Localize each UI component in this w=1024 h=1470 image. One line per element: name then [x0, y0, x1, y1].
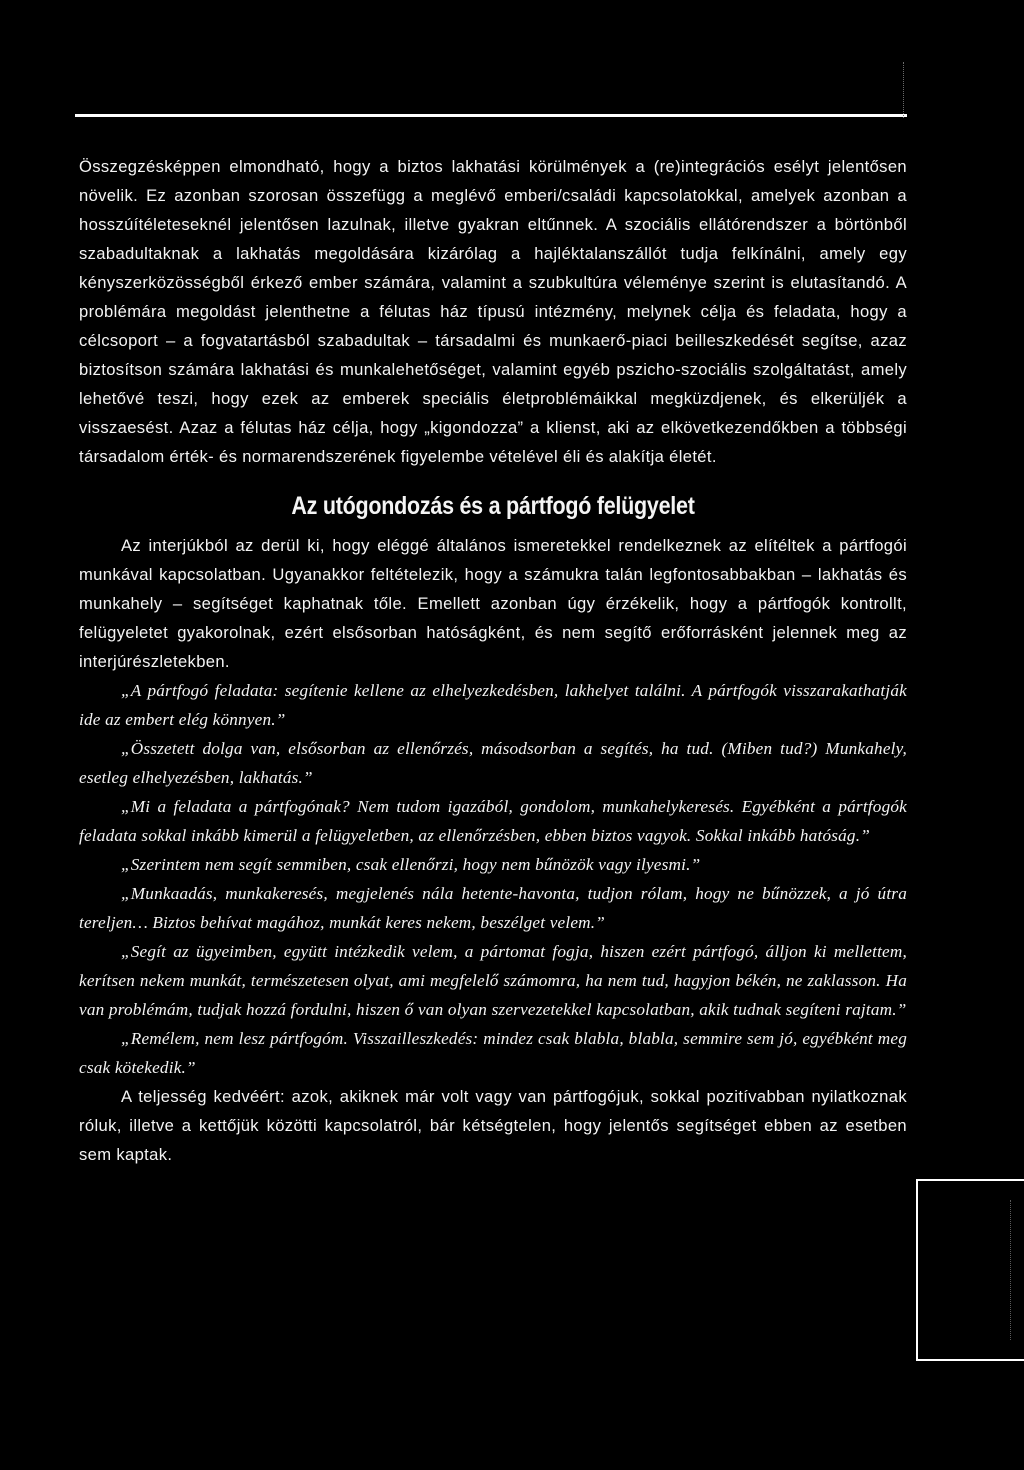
interview-quote: „Mi a feladata a pártfogónak? Nem tudom igazából, gondolom, munkahelykeresés. Egyébként a pártfogók feladata sokkal inkább kimerül a felügyeletben, az ellenőrzésben, ebben biztos vagyok. Sokkal inkább hatóság.”: [79, 797, 907, 845]
interview-quote: „Szerintem nem segít semmiben, csak ellenőrzi, hogy nem bűnözök vagy ilyesmi.”: [121, 855, 701, 874]
interview-quote: „Segít az ügyeimben, együtt intézkedik velem, a pártomat fogja, hiszen ezért pártfogó, álljon ki mellettem, kerítsen nekem munkát, természetesen olyat, ami megfelelő számomra, ha nem tud, hagyjon békén, ne zaklasson. Ha van problémám, tudjak hozzá fordulni, hiszen ő van olyan szervezetekkel kapcsolatban, akik tudnak segíteni rajtam.”: [79, 942, 907, 1019]
body-paragraph: Összegzésképpen elmondható, hogy a biztos lakhatási körülmények a (re)integrációs esélyt jelentősen növelik. Ez azonban szorosan összefügg a meglévő emberi/családi kapcsolatokkal, amelyek azonban a hosszúítéleteseknél jelentősen lazulnak, illetve gyakran eltűnnek. A szociális ellátórendszer a börtönből szabadultaknak a lakhatás megoldására kizárólag a hajléktalanszállót tudja felkínálni, amely egy kényszerközösségből érkező ember számára, valamint a szubkultúra véleménye szerint is elutasítandó. A problémára megoldást jelenthetne a félutas ház típusú intézmény, melynek célja és feladata, hogy a célcsoport – a fogvatartásból szabadultak – társadalmi és munkaerő-piaci beilleszkedését segítse, azaz biztosítson számára lakhatási és munkalehetőséget, valamint egyéb pszicho-szociális szolgáltatást, amely lehetővé teszi, hogy ezek az emberek speciális életproblémáikkal megküzdjenek, és elkerüljék a visszaesést. Azaz a félutas ház célja, hogy „kigondozza” a klienst, aki az elkövetkezendőkben a többségi társadalom érték- és normarendszerének figyelembe vételével éli és alakítja életét.: [79, 157, 907, 466]
interview-quote: „Remélem, nem lesz pártfogóm. Visszailleszkedés: mindez csak blabla, blabla, semmire sem jó, egyébként meg csak kötekedik.”: [79, 1029, 907, 1077]
top-rule: [75, 114, 907, 117]
interview-quote: „Munkaadás, munkakeresés, megjelenés nála hetente-havonta, tudjon rólam, hogy ne bűnözzek, a jó útra tereljen… Biztos behívat magához, munkát keres nekem, beszélget velem.”: [79, 884, 907, 932]
body-paragraph: Az interjúkból az derül ki, hogy eléggé általános ismeretekkel rendelkeznek az elítéltek a pártfogói munkával kapcsolatban. Ugyanakkor feltételezik, hogy a számukra talán legfontosabbakban – lakhatás és munkahely – segítséget kaphatnak tőle. Emellett azonban úgy érzékelik, hogy a pártfogók kontrollt, felügyeletet gyakorolnak, ezért elsősorban hatóságként, és nem segítő erőforrásként jelennek meg az interjúrészletekben.: [79, 536, 907, 671]
margin-frame: [916, 1179, 1024, 1361]
text-column: [79, 152, 907, 1169]
margin-frame-dots: [1010, 1200, 1012, 1340]
body-paragraph: A teljesség kedvéért: azok, akiknek már volt vagy van pártfogójuk, sokkal pozitívabban nyilatkoznak róluk, illetve a kettőjük közötti kapcsolatról, bár kétségtelen, hogy jelentős segítséget ebben az esetben sem kaptak.: [79, 1087, 907, 1164]
section-heading: Az utógondozás és a pártfogó felügyelet: [291, 492, 695, 520]
scan-artifact-dots: [903, 62, 905, 118]
interview-quote: „Összetett dolga van, elsősorban az ellenőrzés, másodsorban a segítés, ha tud. (Miben tud?) Munkahely, esetleg elhelyezésben, lakhatás.”: [79, 739, 907, 787]
interview-quote: „A pártfogó feladata: segítenie kellene az elhelyezkedésben, lakhelyet találni. A pártfogók visszarakathatják ide az embert elég könnyen.”: [79, 681, 907, 729]
